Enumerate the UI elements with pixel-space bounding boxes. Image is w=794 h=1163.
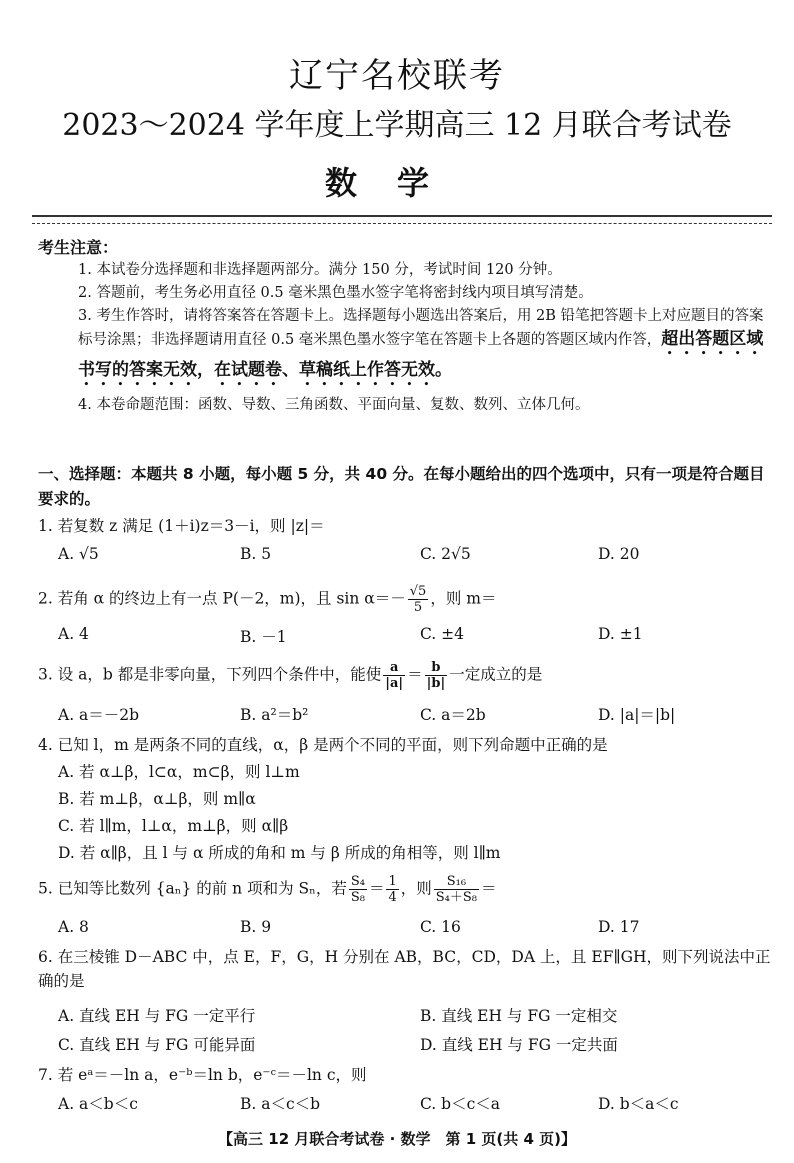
q7-option-a: A. a＜b＜c xyxy=(58,1095,138,1113)
q3-option-b: B. a²＝b² xyxy=(240,706,309,724)
q3-option-c: C. a＝2b xyxy=(420,706,486,724)
q3-frac1-num: a xyxy=(383,660,405,676)
q6-option-d: D. 直线 EH 与 FG 一定共面 xyxy=(420,1036,618,1054)
notice-heading: 考生注意： xyxy=(38,238,119,257)
q5-stem-a: 5. 已知等比数列 {aₙ} 的前 n 项和为 Sₙ，若 xyxy=(38,879,347,898)
q2-stem-a: 2. 若角 α 的终边上有一点 P(－2，m)，且 sin α＝－ xyxy=(38,589,406,608)
q2-frac-den: 5 xyxy=(413,600,423,615)
q4-option-c: C. 若 l∥m，l⊥α，m⊥β，则 α∥β xyxy=(58,817,289,835)
q5-option-a: A. 8 xyxy=(58,918,89,936)
q3-fraction-a xyxy=(383,660,405,691)
q1-option-a: A. √5 xyxy=(58,545,99,563)
q5-fraction-1 xyxy=(349,874,367,905)
exam-title-line2: 2023～2024 学年度上学期高三 12 月联合考试卷 xyxy=(62,108,732,143)
notice-item-2: 2. 答题前，考生务必用直径 0.5 毫米黑色墨水签字笔将密封线内项目填写清楚。 xyxy=(78,285,593,301)
q7-option-c: C. b＜c＜a xyxy=(420,1095,501,1113)
q2-frac-num: √5 xyxy=(409,584,427,599)
q2-option-b: B. －1 xyxy=(240,628,287,646)
q3-eq: ＝ xyxy=(407,665,423,684)
page-footer: 【高三 12 月联合考试卷 · 数学 第 1 页(共 4 页)】 xyxy=(218,1130,576,1148)
q5-option-d: D. 17 xyxy=(598,918,640,936)
section-heading: 一、选择题：本题共 8 小题，每小题 5 分，共 40 分。在每小题给出的四个选项中，只有一项是符合题目要求的。 xyxy=(38,465,765,508)
notice-item-3-text: 3. 考生作答时，请将答案答在答题卡上。选择题每小题选出答案后，用 2B 铅笔把答题卡上对应题目的答案标号涂黑；非选择题请用直径 0.5 毫米黑色墨水签字笔在答题卡上各题的答题区域内作答， xyxy=(78,308,764,348)
question-1-stem: 1. 若复数 z 满足 (1＋i)z＝3－i，则 |z|＝ xyxy=(38,517,325,535)
q1-option-b: B. 5 xyxy=(240,545,272,563)
q5-frac1-num: S₄ xyxy=(350,874,365,889)
question-4-stem: 4. 已知 l，m 是两条不同的直线，α，β 是两个不同的平面，则下列命题中正确的是 xyxy=(38,736,608,754)
q5-option-b: B. 9 xyxy=(240,918,272,936)
q2-fraction xyxy=(408,584,429,615)
q2-option-d: D. ±1 xyxy=(598,625,643,643)
q4-option-a: A. 若 α⊥β，l⊂α，m⊂β，则 l⊥m xyxy=(58,763,300,781)
q2-option-a: A. 4 xyxy=(58,625,89,643)
q4-option-b: B. 若 m⊥β，α⊥β，则 m∥α xyxy=(58,790,256,808)
question-2-stem xyxy=(38,584,778,615)
q5-option-c: C. 16 xyxy=(420,918,461,936)
question-7-stem: 7. 若 eᵃ＝－ln a，e⁻ᵇ＝ln b，e⁻ᶜ＝－ln c，则 xyxy=(38,1066,367,1084)
q3-stem-a: 3. 设 a，b 都是非零向量，下列四个条件中，能使 xyxy=(38,665,382,684)
q5-mid: ，则 xyxy=(400,879,432,898)
q5-eq1: ＝ xyxy=(368,879,385,898)
notice-item-3-emphasis: 超出答题区域书写的答案无效，在试题卷、草稿纸上作答无效。 xyxy=(78,329,764,380)
q3-stem-b: 一定成立的是 xyxy=(449,665,543,684)
q3-option-a: A. a＝－2b xyxy=(58,706,140,724)
q5-frac2-num: 1 xyxy=(388,874,397,889)
q5-fraction-2 xyxy=(386,874,398,905)
q3-frac2-num: b xyxy=(425,660,448,676)
q5-frac3-num: S₁₆ xyxy=(434,874,479,890)
question-5-stem xyxy=(38,874,778,905)
q7-option-d: D. b＜a＜c xyxy=(598,1095,679,1113)
exam-title-line1: 辽宁名校联考 xyxy=(289,56,505,96)
q3-frac2-den: |b| xyxy=(426,676,446,691)
q3-option-d: D. |a|＝|b| xyxy=(598,706,676,724)
q1-option-d: D. 20 xyxy=(598,545,640,563)
q5-fraction-3 xyxy=(434,874,479,905)
header-rule-dashed xyxy=(32,223,772,224)
notice-item-1: 1. 本试卷分选择题和非选择题两部分。满分 150 分，考试时间 120 分钟。 xyxy=(78,262,562,278)
q3-frac1-den: |a| xyxy=(385,676,404,691)
q5-eq2: ＝ xyxy=(481,879,497,898)
q5-frac3-den: S₄＋S₈ xyxy=(435,890,478,905)
q5-frac1-den: S₈ xyxy=(350,890,365,905)
q2-stem-b: ，则 m＝ xyxy=(430,589,497,608)
question-3-stem xyxy=(38,660,778,691)
header-rule xyxy=(32,215,772,217)
q7-option-b: B. a＜c＜b xyxy=(240,1095,321,1113)
question-6-stem: 6. 在三棱锥 D－ABC 中，点 E，F，G，H 分别在 AB，BC，CD，DA 上，且 EF∥GH，则下列说法中正确的是 xyxy=(38,948,771,990)
q2-option-c: C. ±4 xyxy=(420,625,465,643)
q6-option-b: B. 直线 EH 与 FG 一定相交 xyxy=(420,1007,618,1025)
q3-fraction-b xyxy=(425,660,448,691)
q6-option-a: A. 直线 EH 与 FG 一定平行 xyxy=(58,1007,256,1025)
notice-item-3 xyxy=(38,305,778,390)
notice-item-4: 4. 本卷命题范围：函数、导数、三角函数、平面向量、复数、数列、立体几何。 xyxy=(78,397,590,413)
subject-title: 数学 xyxy=(324,164,469,202)
q6-option-c: C. 直线 EH 与 FG 可能异面 xyxy=(58,1036,256,1054)
q1-option-c: C. 2√5 xyxy=(420,545,471,563)
q4-option-d: D. 若 α∥β，且 l 与 α 所成的角和 m 与 β 所成的角相等，则 l∥m xyxy=(58,844,501,862)
notice-block xyxy=(38,236,778,417)
q5-frac2-den: 4 xyxy=(388,890,397,905)
